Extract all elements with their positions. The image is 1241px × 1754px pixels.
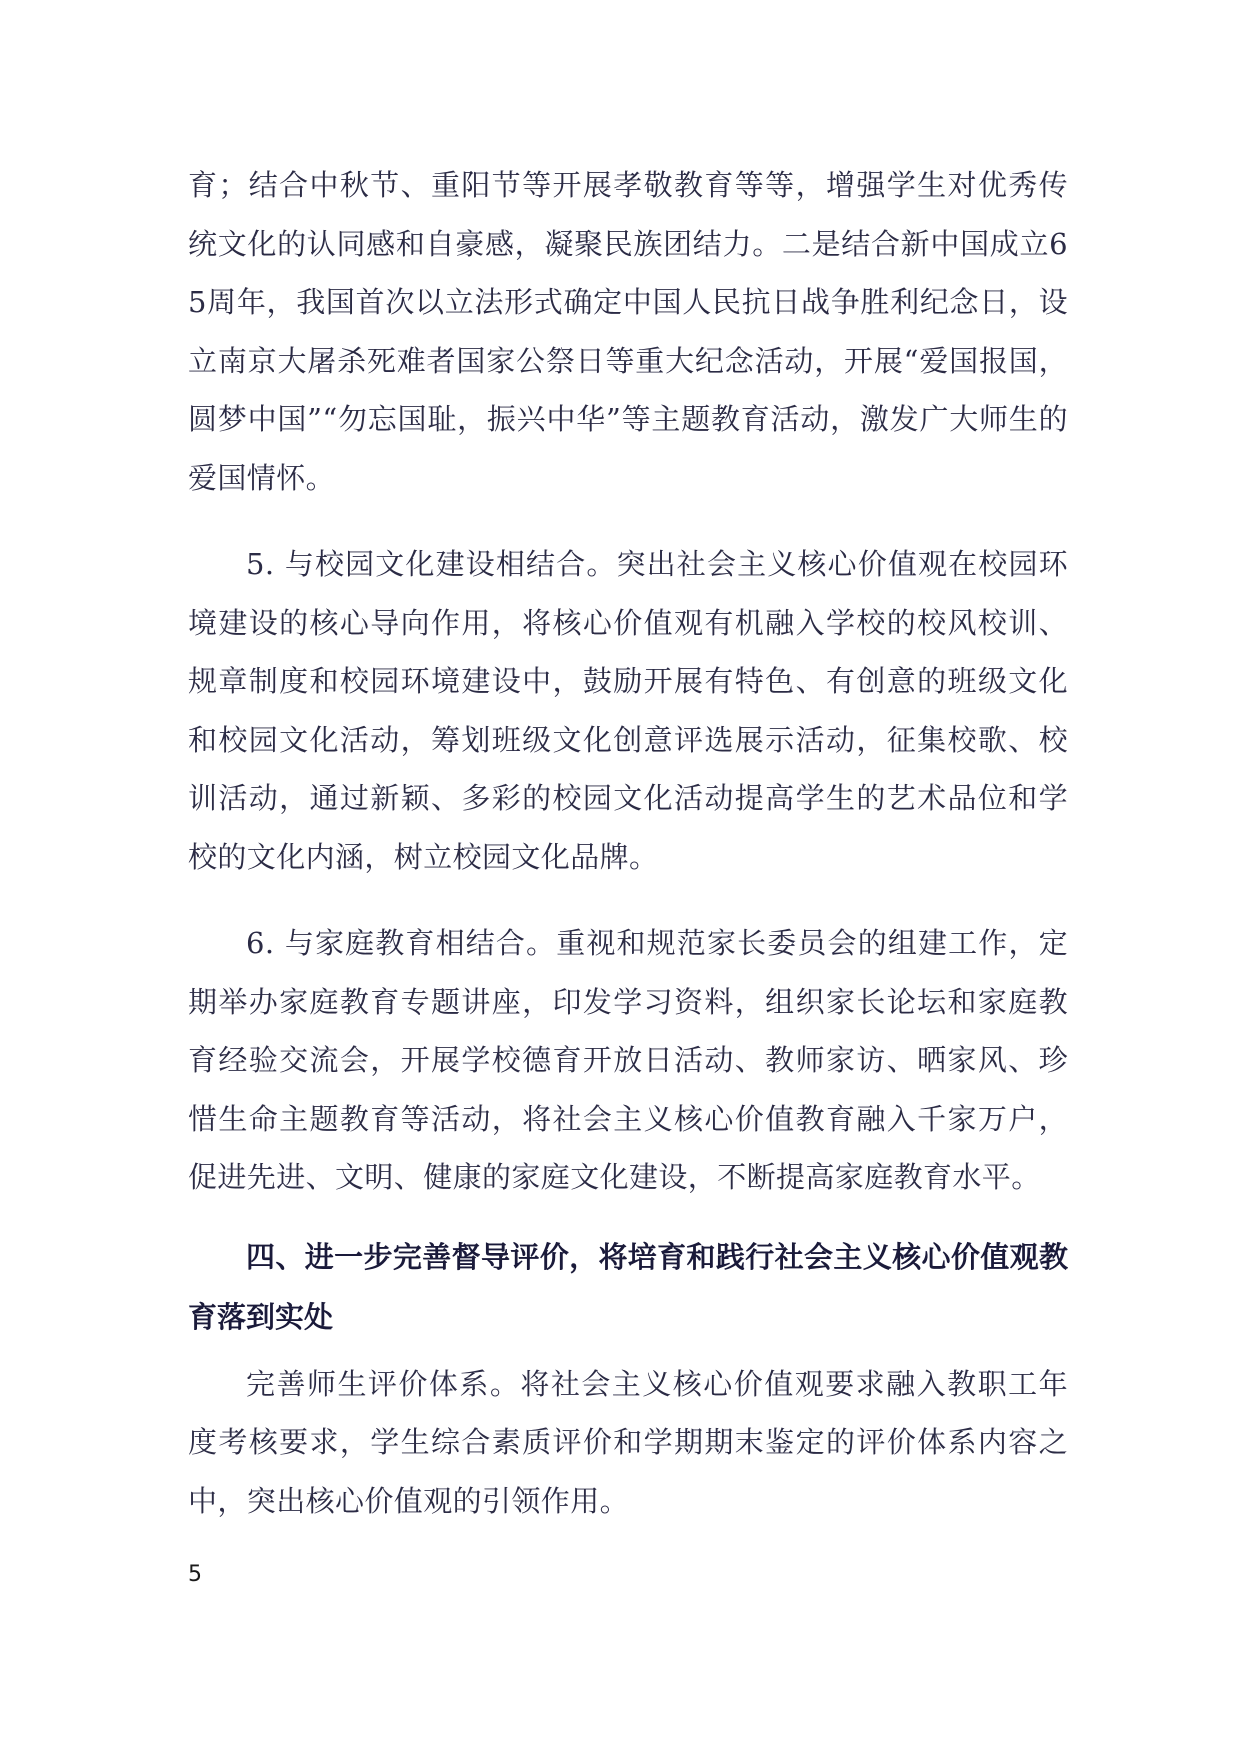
page-number: 5: [188, 1562, 202, 1587]
paragraph-family-education: 6. 与家庭教育相结合。重视和规范家长委员会的组建工作，定期举办家庭教育专题讲座，印发学习资料，组织家长论坛和家庭教育经验交流会，开展学校德育开放日活动、教师家访、晒家风、珍惜生命主题教育等活动，将社会主义核心价值教育融入千家万户，促进先进、文明、健康的家庭文化建设，不断提高家庭教育水平。: [188, 926, 1068, 1194]
paragraph-evaluation-system: 完善师生评价体系。将社会主义核心价值观要求融入教职工年度考核要求，学生综合素质评价和学期期末鉴定的评价体系内容之中，突出核心价值观的引领作用。: [188, 1366, 1068, 1518]
document-body: [188, 156, 1068, 1530]
paragraph-campus-culture: 5. 与校园文化建设相结合。突出社会主义核心价值观在校园环境建设的核心导向作用，将核心价值观有机融入学校的校风校训、规章制度和校园环境建设中，鼓励开展有特色、有创意的班级文化和校园文化活动，筹划班级文化创意评选展示活动，征集校歌、校训活动，通过新颖、多彩的校园文化活动提高学生的艺术品位和学校的文化内涵，树立校园文化品牌。: [188, 547, 1068, 874]
paragraph-continued: 育；结合中秋节、重阳节等开展孝敬教育等等，增强学生对优秀传统文化的认同感和自豪感，凝聚民族团结力。二是结合新中国成立65周年，我国首次以立法形式确定中国人民抗日战争胜利纪念日，设立南京大屠杀死难者国家公祭日等重大纪念活动，开展“爱国报国，圆梦中国”“勿忘国耻，振兴中华”等主题教育活动，激发广大师生的爱国情怀。: [188, 168, 1068, 495]
section-heading-4: 四、进一步完善督导评价，将培育和践行社会主义核心价值观教育落到实处: [188, 1239, 1068, 1334]
